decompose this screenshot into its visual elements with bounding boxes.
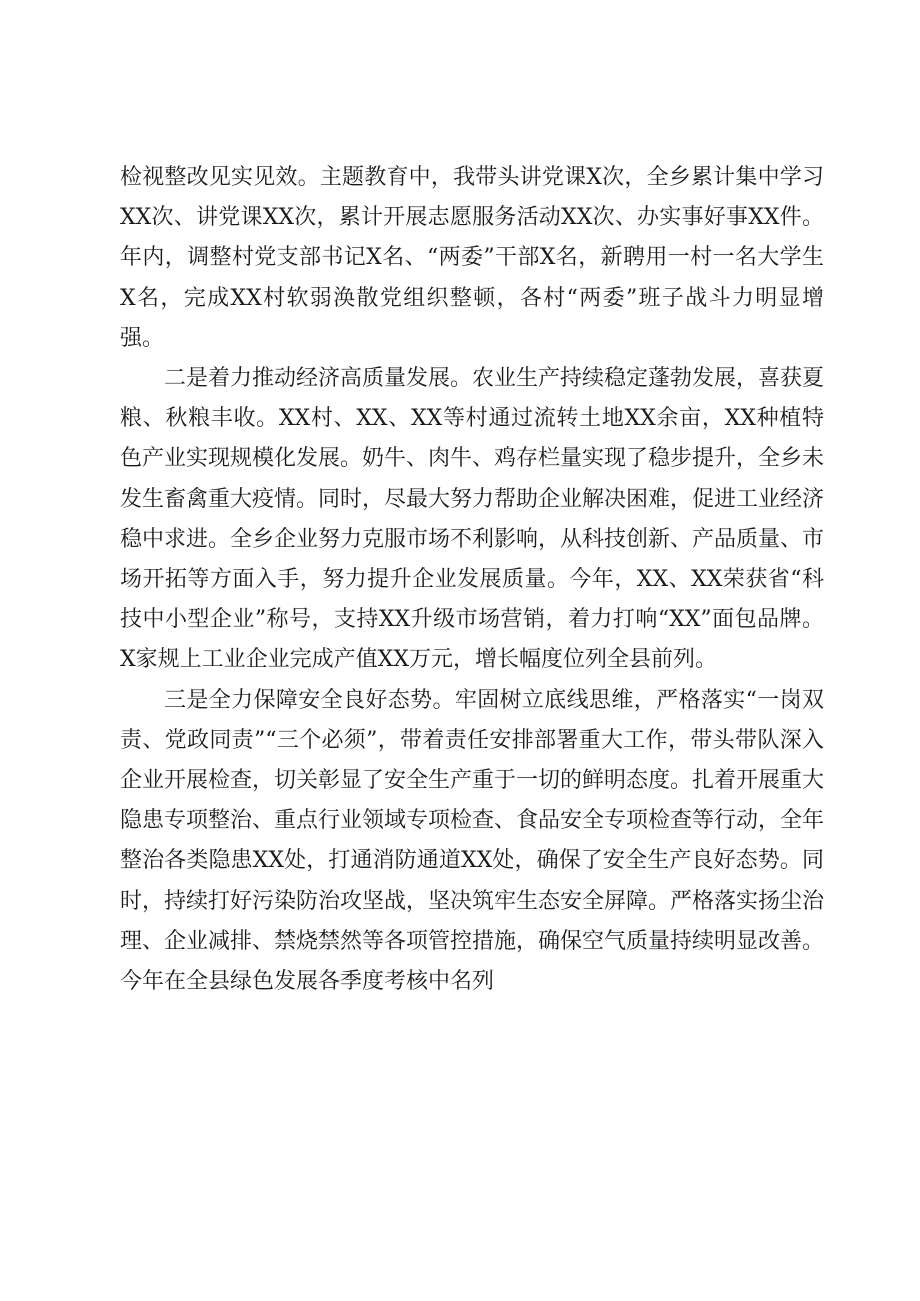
paragraph-economic-development: 二是着力推动经济高质量发展。农业生产持续稳定蓬勃发展，喜获夏粮、秋粮丰收。XX村、XX、XX等村通过流转土地XX余亩，XX种植特色产业实现规模化发展。奶牛、肉牛、鸡存栏量实现了稳步提升，全乡未发生畜禽重大疫情。同时，尽最大努力帮助企业解决困难，促进工业经济稳中求进。全乡企业努力克服市场不利影响，从科技创新、产品质量、市场开拓等方面入手，努力提升企业发展质量。今年，XX、XX荣获省“科技中小型企业”称号，支持XX升级市场营销，着力打响“XX”面包品牌。X家规上工业企业完成产值XX万元，增长幅度位列全县前列。 <box>120 366 825 673</box>
paragraph-safety: 三是全力保障安全良好态势。牢固树立底线思维，严格落实“一岗双责、党政同责”“三个必须”，带着责任安排部署重大工作，带头带队深入企业开展检查，切关彰显了安全生产重于一切的鲜明态度。扎着开展重大隐患专项整治、重点行业领域专项检查、食品安全专项检查等行动，全年整治各类隐患XX处，打通消防通道XX处，确保了安全生产良好态势。同时，持续打好污染防治攻坚战，坚决筑牢生态安全屏障。严格落实扬尘治理、企业减排、禁烧禁然等各项管控措施，确保空气质量持续明显改善。今年在全县绿色发展各季度考核中名列 <box>120 687 825 995</box>
document-body <box>120 158 824 1002</box>
paragraph-continuation: 检视整改见实见效。主题教育中，我带头讲党课X次，全乡累计集中学习XX次、讲党课XX次，累计开展志愿服务活动XX次、办实事好事XX件。年内，调整村党支部书记X名、“两委”干部X名，新聘用一村一名大学生X名，完成XX村软弱涣散党组织整顿，各村“两委”班子战斗力明显增强。 <box>120 165 824 351</box>
